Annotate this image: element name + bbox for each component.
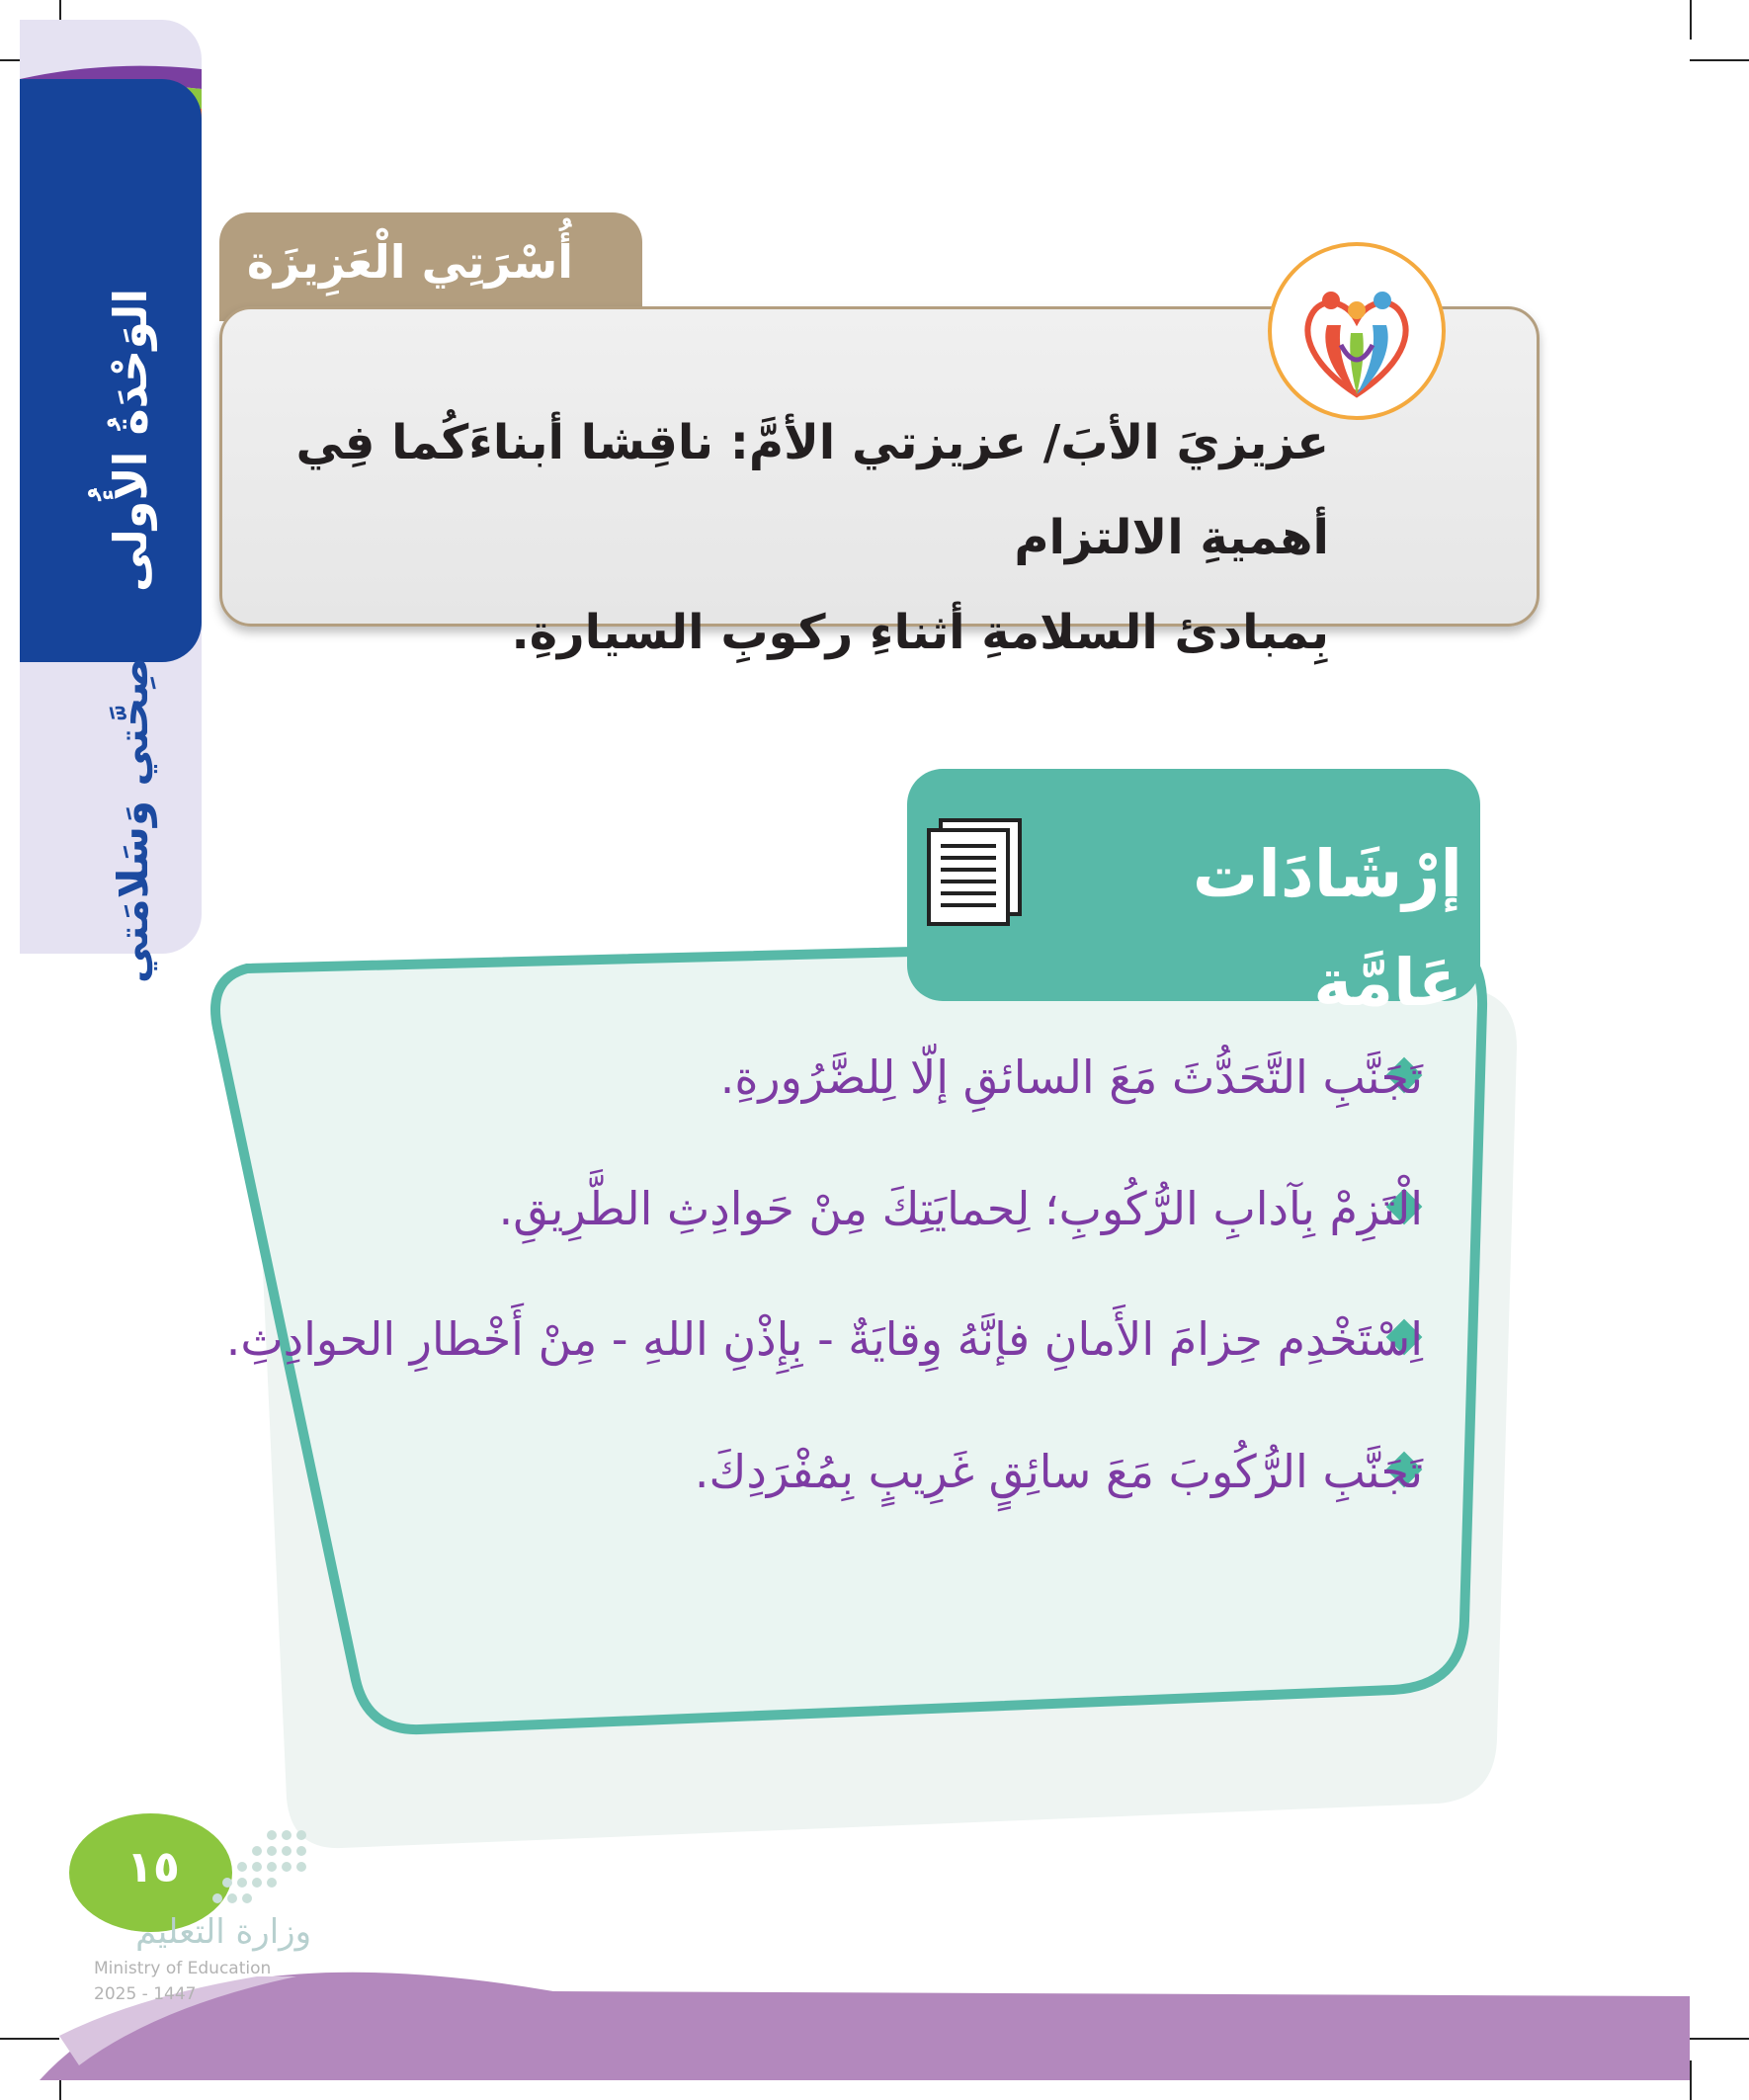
family-heart-icon: [1268, 242, 1446, 420]
unit-label: الوَحْدَةُ الأُولى: [104, 288, 157, 592]
family-note-line-1: عزيزيَ الأبَ/ عزيزتي الأمَّ: ناقِشا أبناءَكُما فِي أهميةِ الالتزام: [295, 415, 1329, 565]
ministry-name-ar: وزارة التعليم: [135, 1912, 311, 1952]
family-note-text: [262, 395, 1329, 660]
page-number: ١٥: [126, 1842, 180, 1892]
document-icon: [919, 812, 1033, 926]
family-note-line-2: بِمبادئ السلامةِ أثناءِ ركوبِ السيارةِ.: [511, 605, 1329, 660]
tip-item-4: تَجَنَّبِ الرُّكُوبَ مَعَ سائِقٍ غَرِيبٍ بِمُفْرَدِكَ.: [694, 1445, 1423, 1498]
tip-item-1: تَجَنَّبِ التَّحَدُّثَ مَعَ السائقِ إلّا لِلضَّرُورةِ.: [719, 1050, 1423, 1104]
tip-item-2: الْتَزِمْ بِآدابِ الرُّكُوبِ؛ لِحمايَتِكَ مِنْ حَوادِثِ الطَّرِيقِ.: [498, 1182, 1423, 1235]
ministry-year: 2025 - 1447: [94, 1984, 197, 2004]
tips-title: إرْشَادَات عَامَّة: [1192, 836, 1462, 1021]
ministry-name-en: Ministry of Education: [94, 1959, 272, 1978]
tip-item-3: اِسْتَخْدِم حِزامَ الأَمانِ فإنَّهُ وِقايَةٌ - بِإِذْنِ اللهِ - مِنْ أَخْطارِ الحوادِثِ.: [225, 1312, 1423, 1366]
chapter-label: صِحَّتي وَسَلامَتي: [109, 657, 157, 984]
family-title: أُسْرَتِي الْعَزِيزَة: [246, 235, 573, 289]
